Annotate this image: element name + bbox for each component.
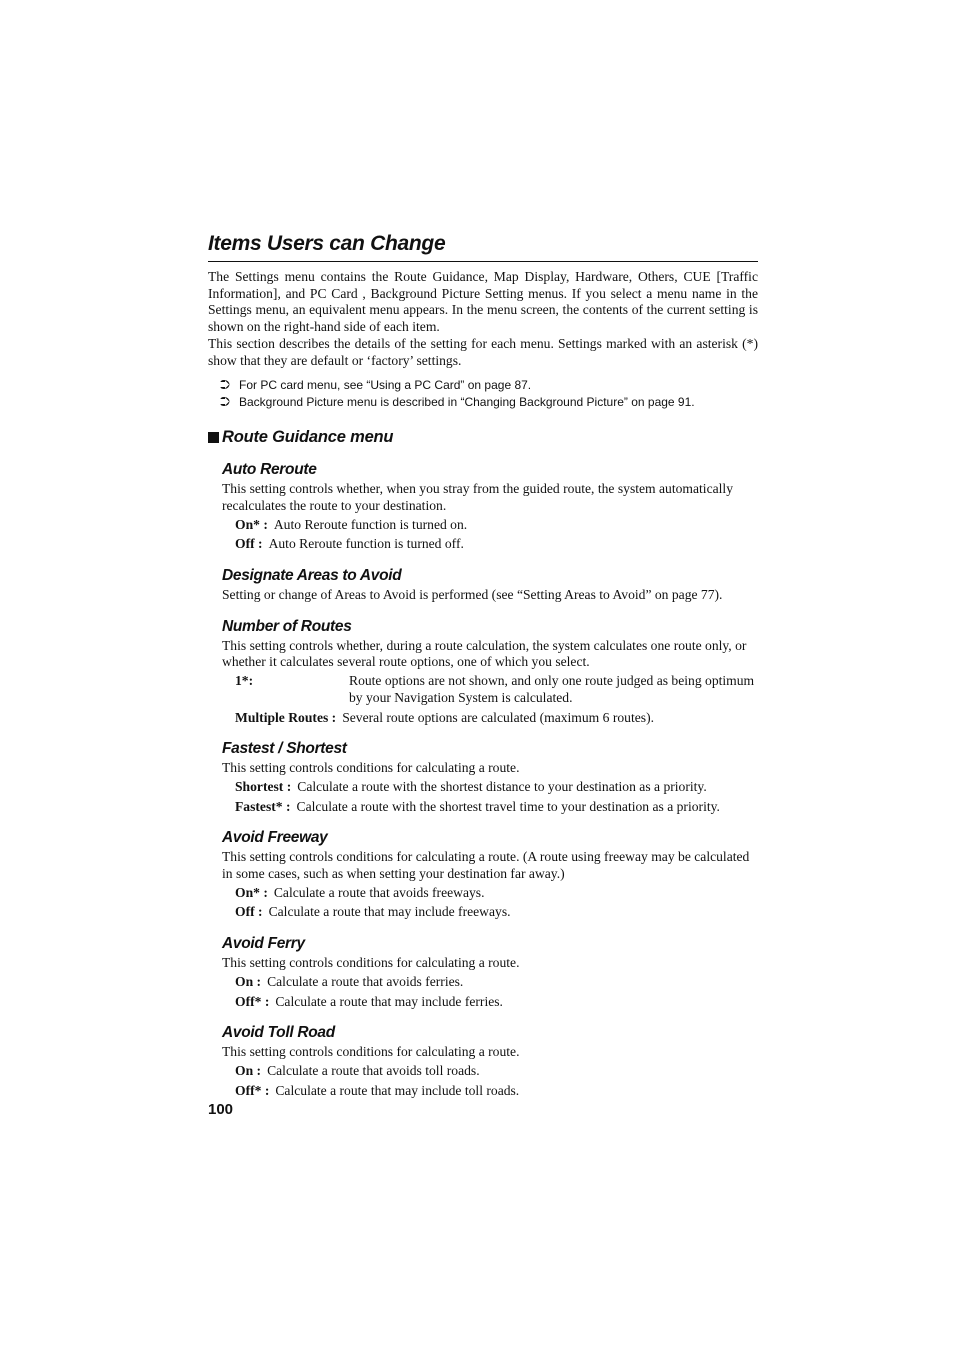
option-key: Off : [235,536,263,552]
setting-option [235,799,758,816]
setting-description: This setting controls whether, when you stray from the guided route, the system automatically recalculates the route to your destination. [222,481,733,513]
option-text: Calculate a route with the shortest distance to your destination as a priority. [297,778,707,794]
setting-option [235,885,758,902]
intro-text [208,269,758,369]
setting-options [235,885,758,921]
setting-heading: Avoid Ferry [222,935,305,953]
setting-description: This setting controls conditions for calculating a route. (A route using freeway may be calculated in some cases, such as when setting your destination far away.) [222,849,750,882]
setting-description: This setting controls whether, during a route calculation, the system calculates one route only, or whether it calculates several route options, one of which you select. [222,637,747,670]
setting-option [235,904,758,921]
setting-option [235,1083,758,1100]
setting-options [235,1063,758,1099]
option-text: Calculate a route that may include toll roads. [275,1082,520,1098]
page-content [208,232,758,1102]
square-bullet-icon [208,432,219,443]
setting-description: Setting or change of Areas to Avoid is performed (see “Setting Areas to Avoid” on page 77). [222,587,723,603]
setting-heading: Fastest / Shortest [222,740,347,758]
option-key: Multiple Routes : [235,709,337,725]
setting-heading: Number of Routes [222,617,352,635]
setting-options [235,779,758,815]
note-text: Background Picture menu is described in “Changing Background Picture” on page 91. [239,394,695,409]
option-text: Calculate a route that may include ferries. [275,993,503,1009]
setting-option [235,974,758,991]
setting-option [235,673,758,706]
setting-option [235,710,758,727]
setting-option [235,994,758,1011]
note-item [220,394,758,411]
setting-item-auto-reroute [222,461,758,553]
option-text: Calculate a route that avoids toll roads. [267,1062,480,1078]
option-text: Calculate a route with the shortest travel time to your destination as a priority. [296,798,720,814]
option-key: Off* : [235,993,270,1009]
setting-option [235,1063,758,1080]
setting-options [235,974,758,1010]
option-key: Off* : [235,1082,270,1098]
option-text: Route options are not shown, and only one route judged as being optimum by your Navigation System is calculated. [349,673,755,705]
setting-option [235,536,758,553]
setting-heading: Avoid Toll Road [222,1024,335,1042]
option-text: Calculate a route that may include freeways. [268,904,511,920]
setting-description: This setting controls conditions for calculating a route. [222,1044,520,1060]
option-text: Calculate a route that avoids ferries. [267,973,464,989]
setting-heading: Designate Areas to Avoid [222,567,402,585]
intro-paragraph: The Settings menu contains the Route Guidance, Map Display, Hardware, Others, CUE [Traffic Information], and PC Card , Background Picture Setting menus. If you select a menu name in the Settings menu, an equivalent menu appears. In the menu screen, the contents of the current setting is shown on the right-hand side of each item. [208,269,758,335]
option-key: Shortest : [235,778,292,794]
setting-item-avoid-freeway [222,829,758,921]
setting-item-avoid-ferry [222,935,758,1010]
option-text: Several route options are calculated (maximum 6 routes). [342,709,654,725]
reference-notes [208,377,758,410]
setting-item-number-of-routes [222,618,758,727]
option-key: Fastest* : [235,798,291,814]
option-key: 1*: [235,673,254,689]
setting-item-fastest-shortest [222,740,758,815]
option-key: On* : [235,884,268,900]
option-key: On : [235,1062,262,1078]
setting-description: This setting controls conditions for calculating a route. [222,955,520,971]
note-text: For PC card menu, see “Using a PC Card” on page 87. [239,378,532,393]
intro-paragraph: This section describes the details of the setting for each menu. Settings marked with an asterisk (*) show that they are default or ‘factory’ settings. [208,335,758,368]
option-key: On : [235,973,262,989]
option-text: Calculate a route that avoids freeways. [273,884,485,900]
setting-heading: Auto Reroute [222,461,317,479]
setting-item-avoid-toll-road [222,1024,758,1099]
page-number: 100 [208,1101,234,1118]
curved-arrow-icon: ⮊ [220,393,230,409]
setting-option [235,779,758,796]
note-item [220,377,758,394]
section-title: Route Guidance menu [222,428,394,447]
page-title: Items Users can Change [208,232,758,262]
section-heading [208,428,758,447]
setting-heading: Avoid Freeway [222,829,328,847]
setting-option [235,517,758,534]
setting-options [235,517,758,553]
option-key: On* : [235,516,268,532]
option-key: Off : [235,904,263,920]
setting-description: This setting controls conditions for calculating a route. [222,760,520,776]
option-text: Auto Reroute function is turned off. [268,536,464,552]
curved-arrow-icon: ⮊ [220,377,230,393]
setting-options [235,673,758,726]
setting-item-designate-areas [222,567,758,604]
option-text: Auto Reroute function is turned on. [273,516,468,532]
